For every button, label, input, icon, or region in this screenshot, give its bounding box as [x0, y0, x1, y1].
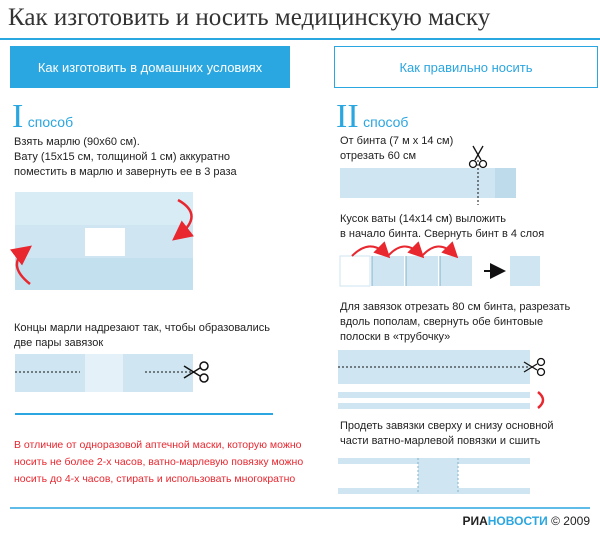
text-line: части ватно-марлевой повязки и сшить: [340, 435, 541, 447]
text-line: Вату (15х15 см, толщиной 1 см) аккуратно: [14, 151, 231, 163]
right-step2-text: [340, 212, 544, 242]
method-two-heading: [336, 100, 408, 134]
text-line: полоски в «трубочку»: [340, 331, 451, 343]
text-line: Концы марли надрезают так, чтобы образовались: [14, 322, 270, 334]
tab-how-to-wear[interactable]: Как правильно носить: [334, 46, 598, 88]
brand-ria: РИА: [462, 514, 488, 528]
footer-credit: [462, 514, 590, 528]
text-line: поместить в марлю и завернуть ее в 3 раза: [14, 166, 237, 178]
method-number: II: [336, 98, 359, 135]
method-label: способ: [27, 114, 74, 130]
brand-novosti: НОВОСТИ: [487, 514, 548, 528]
left-step1-text: [14, 135, 237, 180]
text-line: вдоль пополам, свернуть обе бинтовые: [340, 316, 544, 328]
copyright: © 2009: [551, 514, 590, 528]
text-line: носить не более 2-х часов, ватно-марлевую повязку можно: [14, 456, 304, 468]
method-number: I: [12, 98, 24, 135]
text-line: в начало бинта. Свернуть бинт в 4 слоя: [340, 228, 545, 240]
tab-make-at-home[interactable]: Как изготовить в домашних условиях: [10, 46, 290, 88]
text-line: От бинта (7 м х 14 см): [340, 135, 454, 147]
sew-illustration: [338, 458, 530, 494]
bandage-fold: [340, 246, 540, 286]
text-line: Взять марлю (90х60 см).: [14, 136, 140, 148]
warning-note: [14, 437, 303, 488]
text-line: Продеть завязки сверху и снизу основной: [340, 420, 554, 432]
ties-illustration: [338, 350, 545, 409]
text-line: две пары завязок: [14, 337, 104, 349]
right-step1-text: [340, 134, 453, 164]
gauze-strip-cut: [15, 354, 208, 392]
gauze-fold-illustration: [15, 192, 193, 290]
method-label: способ: [363, 114, 409, 130]
right-step3-text: [340, 300, 570, 345]
text-line: Кусок ваты (14х14 см) выложить: [340, 213, 507, 225]
right-step4-text: [340, 419, 554, 449]
page-title: Как изготовить и носить медицинскую маску: [8, 4, 491, 31]
left-step2-text: [14, 321, 270, 351]
text-line: В отличие от одноразовой аптечной маски, которую можно: [14, 439, 302, 451]
text-line: отрезать 60 см: [340, 150, 417, 162]
method-one-heading: [12, 100, 73, 134]
text-line: носить до 4-х часов, стирать и использовать многократно: [14, 473, 296, 485]
text-line: Для завязок отрезать 80 см бинта, разрезать: [340, 301, 571, 313]
